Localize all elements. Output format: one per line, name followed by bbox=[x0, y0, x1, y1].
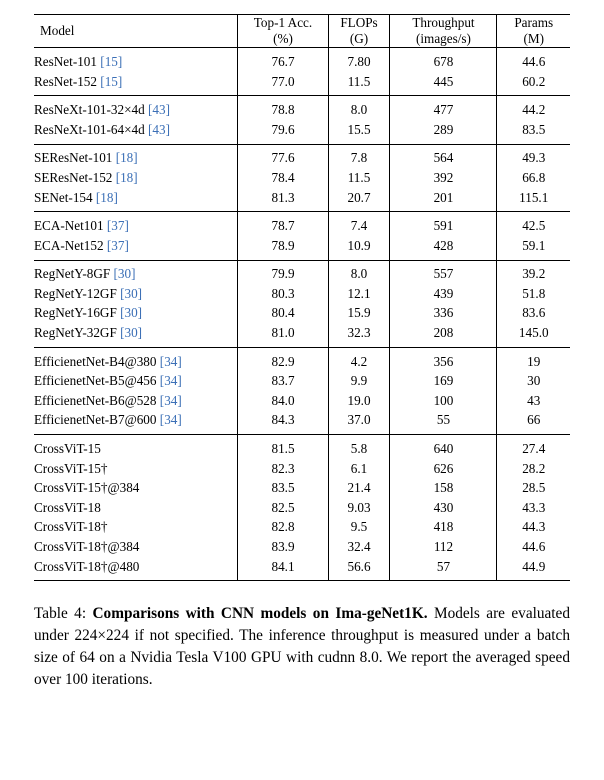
table-row bbox=[34, 347, 570, 371]
cell-top1: 79.9 bbox=[238, 260, 328, 284]
cell-params: 66.8 bbox=[497, 168, 570, 188]
table-row bbox=[34, 537, 570, 557]
cell-flops: 8.0 bbox=[328, 96, 390, 120]
cell-flops: 9.03 bbox=[328, 498, 390, 518]
citation-link[interactable]: [18] bbox=[112, 169, 138, 185]
cell-throughput: 430 bbox=[390, 498, 497, 518]
column-header-params-sub: (M) bbox=[523, 31, 544, 47]
caption-label: Table 4: bbox=[34, 605, 87, 623]
cell-model bbox=[34, 537, 238, 557]
cell-flops: 8.0 bbox=[328, 260, 390, 284]
model-name: RegNetY-8GF bbox=[34, 266, 111, 282]
cell-throughput: 57 bbox=[390, 557, 497, 581]
cell-flops: 20.7 bbox=[328, 188, 390, 212]
column-header-params bbox=[497, 15, 570, 48]
model-name: EfficienetNet-B7@600 bbox=[34, 412, 157, 428]
cell-top1: 80.4 bbox=[238, 304, 328, 324]
cell-top1: 81.5 bbox=[238, 435, 328, 459]
cell-params: 44.2 bbox=[497, 96, 570, 120]
cell-model bbox=[34, 188, 238, 212]
model-name: ResNet-101 bbox=[34, 53, 97, 69]
cell-throughput: 55 bbox=[390, 411, 497, 435]
column-header-throughput-sub: (images/s) bbox=[416, 31, 471, 47]
cell-throughput: 557 bbox=[390, 260, 497, 284]
table-row bbox=[34, 391, 570, 411]
citation-link[interactable]: [30] bbox=[116, 285, 143, 301]
cell-top1: 78.4 bbox=[238, 168, 328, 188]
model-name: RegNetY-12GF bbox=[34, 285, 117, 301]
table-row bbox=[34, 96, 570, 120]
cell-params: 44.9 bbox=[497, 557, 570, 581]
table-row bbox=[34, 168, 570, 188]
cell-flops: 11.5 bbox=[328, 72, 390, 96]
cell-throughput: 445 bbox=[390, 72, 497, 96]
cell-throughput: 640 bbox=[390, 435, 497, 459]
cell-top1: 81.0 bbox=[238, 323, 328, 347]
cell-params: 145.0 bbox=[497, 323, 570, 347]
column-header-top1-sub: (%) bbox=[273, 31, 293, 47]
cell-params: 51.8 bbox=[497, 284, 570, 304]
model-name: EfficienetNet-B6@528 bbox=[34, 392, 157, 408]
cell-params: 28.2 bbox=[497, 459, 570, 479]
cell-top1: 84.1 bbox=[238, 557, 328, 581]
cell-model bbox=[34, 478, 238, 498]
cell-top1: 79.6 bbox=[238, 120, 328, 144]
cell-params: 83.6 bbox=[497, 304, 570, 324]
cell-flops: 7.8 bbox=[328, 144, 390, 168]
citation-link[interactable]: [43] bbox=[144, 102, 171, 118]
model-name: SEResNet-101 bbox=[34, 150, 113, 166]
cell-throughput: 564 bbox=[390, 144, 497, 168]
cell-throughput: 477 bbox=[390, 96, 497, 120]
cell-throughput: 100 bbox=[390, 391, 497, 411]
table-row bbox=[34, 212, 570, 236]
model-name: ResNet-152 bbox=[34, 73, 97, 89]
citation-link[interactable]: [18] bbox=[92, 189, 118, 205]
cell-params: 43.3 bbox=[497, 498, 570, 518]
cell-top1: 77.0 bbox=[238, 72, 328, 96]
cell-flops: 7.80 bbox=[328, 48, 390, 72]
column-header-flops-sub: (G) bbox=[349, 31, 369, 47]
column-header-params-label: Params bbox=[514, 15, 554, 30]
cell-top1: 83.9 bbox=[238, 537, 328, 557]
citation-link[interactable]: [30] bbox=[110, 266, 136, 282]
cell-throughput: 208 bbox=[390, 323, 497, 347]
model-name: SENet-154 bbox=[34, 189, 93, 205]
cell-model bbox=[34, 304, 238, 324]
cell-flops: 10.9 bbox=[328, 236, 390, 260]
model-name: ECA-Net152 bbox=[34, 237, 104, 253]
cell-model bbox=[34, 48, 238, 72]
cell-throughput: 428 bbox=[390, 236, 497, 260]
model-name: CrossViT-18 bbox=[34, 499, 101, 515]
cell-throughput: 591 bbox=[390, 212, 497, 236]
cell-params: 59.1 bbox=[497, 236, 570, 260]
caption-body: Models are evaluated under 224×224 if not specified. The inference throughput is measured under a batch size of 64 on a Nvidia Tesla V100 GPU with cudnn 8.0. We report the averaged speed over 100 iterations. bbox=[34, 605, 570, 688]
cell-throughput: 289 bbox=[390, 120, 497, 144]
cell-top1: 80.3 bbox=[238, 284, 328, 304]
model-name: ECA-Net101 bbox=[34, 218, 104, 234]
table-row bbox=[34, 323, 570, 347]
cell-throughput: 392 bbox=[390, 168, 497, 188]
citation-link[interactable]: [34] bbox=[156, 353, 182, 369]
citation-link[interactable]: [34] bbox=[156, 392, 182, 408]
cell-params: 44.6 bbox=[497, 537, 570, 557]
cell-params: 115.1 bbox=[497, 188, 570, 212]
citation-link[interactable]: [30] bbox=[116, 325, 143, 341]
cell-throughput: 336 bbox=[390, 304, 497, 324]
table-row bbox=[34, 72, 570, 96]
table-row bbox=[34, 120, 570, 144]
table-row bbox=[34, 284, 570, 304]
model-name: CrossViT-18†@480 bbox=[34, 558, 140, 574]
table-row bbox=[34, 188, 570, 212]
model-name: CrossViT-15 bbox=[34, 441, 101, 457]
cell-flops: 5.8 bbox=[328, 435, 390, 459]
cell-flops: 15.5 bbox=[328, 120, 390, 144]
cell-top1: 82.9 bbox=[238, 347, 328, 371]
cell-flops: 32.3 bbox=[328, 323, 390, 347]
table-caption bbox=[34, 603, 570, 690]
table-body bbox=[34, 15, 570, 581]
cell-flops: 9.5 bbox=[328, 518, 390, 538]
cell-throughput: 158 bbox=[390, 478, 497, 498]
cell-params: 43 bbox=[497, 391, 570, 411]
cell-model bbox=[34, 391, 238, 411]
cell-params: 49.3 bbox=[497, 144, 570, 168]
cell-flops: 56.6 bbox=[328, 557, 390, 581]
table-row bbox=[34, 435, 570, 459]
cell-params: 27.4 bbox=[497, 435, 570, 459]
cell-params: 44.6 bbox=[497, 48, 570, 72]
table-header-row bbox=[34, 15, 570, 48]
model-name: ResNeXt-101-32×4d bbox=[34, 102, 145, 118]
citation-link[interactable]: [34] bbox=[156, 412, 182, 428]
cell-flops: 6.1 bbox=[328, 459, 390, 479]
table-row bbox=[34, 411, 570, 435]
cell-params: 42.5 bbox=[497, 212, 570, 236]
column-header-flops-label: FLOPs bbox=[340, 15, 378, 30]
cell-model bbox=[34, 518, 238, 538]
cell-model bbox=[34, 372, 238, 392]
cell-model bbox=[34, 72, 238, 96]
cell-params: 28.5 bbox=[497, 478, 570, 498]
cell-model bbox=[34, 435, 238, 459]
cell-top1: 84.3 bbox=[238, 411, 328, 435]
cell-top1: 82.5 bbox=[238, 498, 328, 518]
cell-top1: 84.0 bbox=[238, 391, 328, 411]
results-table bbox=[34, 14, 570, 581]
cell-flops: 32.4 bbox=[328, 537, 390, 557]
cell-model bbox=[34, 212, 238, 236]
column-header-top1 bbox=[238, 15, 328, 48]
model-name: RegNetY-16GF bbox=[34, 305, 117, 321]
cell-flops: 9.9 bbox=[328, 372, 390, 392]
cell-flops: 12.1 bbox=[328, 284, 390, 304]
cell-model bbox=[34, 144, 238, 168]
table-row bbox=[34, 304, 570, 324]
table-row bbox=[34, 260, 570, 284]
citation-link[interactable]: [15] bbox=[97, 73, 123, 89]
table-row bbox=[34, 144, 570, 168]
table-row bbox=[34, 557, 570, 581]
cell-params: 60.2 bbox=[497, 72, 570, 96]
cell-params: 83.5 bbox=[497, 120, 570, 144]
cell-top1: 83.7 bbox=[238, 372, 328, 392]
cell-params: 44.3 bbox=[497, 518, 570, 538]
cell-model bbox=[34, 459, 238, 479]
cell-flops: 4.2 bbox=[328, 347, 390, 371]
cell-top1: 78.7 bbox=[238, 212, 328, 236]
table-row bbox=[34, 236, 570, 260]
citation-link[interactable]: [15] bbox=[97, 53, 123, 69]
model-name: RegNetY-32GF bbox=[34, 325, 117, 341]
cell-model bbox=[34, 260, 238, 284]
cell-model bbox=[34, 323, 238, 347]
cell-params: 30 bbox=[497, 372, 570, 392]
cell-top1: 77.6 bbox=[238, 144, 328, 168]
model-name: SEResNet-152 bbox=[34, 169, 113, 185]
cell-top1: 82.3 bbox=[238, 459, 328, 479]
cell-model bbox=[34, 120, 238, 144]
cell-throughput: 678 bbox=[390, 48, 497, 72]
cell-throughput: 626 bbox=[390, 459, 497, 479]
table-row bbox=[34, 498, 570, 518]
table-row bbox=[34, 478, 570, 498]
table-row bbox=[34, 459, 570, 479]
cell-throughput: 169 bbox=[390, 372, 497, 392]
cell-top1: 76.7 bbox=[238, 48, 328, 72]
column-header-model: Model bbox=[34, 15, 238, 48]
cell-throughput: 356 bbox=[390, 347, 497, 371]
cell-model bbox=[34, 96, 238, 120]
cell-model bbox=[34, 411, 238, 435]
cell-model bbox=[34, 498, 238, 518]
cell-throughput: 418 bbox=[390, 518, 497, 538]
column-header-throughput-label: Throughput bbox=[412, 15, 475, 30]
cell-model bbox=[34, 284, 238, 304]
cell-model bbox=[34, 557, 238, 581]
caption-title: Comparisons with CNN models on Ima-geNet1K. bbox=[92, 605, 428, 623]
citation-link[interactable]: [37] bbox=[103, 218, 129, 234]
table-row bbox=[34, 372, 570, 392]
cell-flops: 7.4 bbox=[328, 212, 390, 236]
cell-flops: 21.4 bbox=[328, 478, 390, 498]
citation-link[interactable]: [18] bbox=[112, 150, 138, 166]
model-name: CrossViT-15† bbox=[34, 460, 108, 476]
citation-link[interactable]: [37] bbox=[103, 237, 129, 253]
cell-throughput: 201 bbox=[390, 188, 497, 212]
cell-throughput: 112 bbox=[390, 537, 497, 557]
cell-model bbox=[34, 236, 238, 260]
cell-top1: 82.8 bbox=[238, 518, 328, 538]
column-header-throughput bbox=[390, 15, 497, 48]
cell-model bbox=[34, 347, 238, 371]
cell-params: 66 bbox=[497, 411, 570, 435]
cell-flops: 15.9 bbox=[328, 304, 390, 324]
cell-top1: 81.3 bbox=[238, 188, 328, 212]
cell-top1: 78.8 bbox=[238, 96, 328, 120]
citation-link[interactable]: [43] bbox=[144, 121, 171, 137]
column-header-top1-label: Top-1 Acc. bbox=[253, 15, 313, 30]
cell-params: 19 bbox=[497, 347, 570, 371]
cell-throughput: 439 bbox=[390, 284, 497, 304]
table-row bbox=[34, 518, 570, 538]
cell-top1: 83.5 bbox=[238, 478, 328, 498]
model-name: EfficienetNet-B5@456 bbox=[34, 373, 157, 389]
cell-model bbox=[34, 168, 238, 188]
column-header-flops bbox=[328, 15, 390, 48]
cell-params: 39.2 bbox=[497, 260, 570, 284]
table-row bbox=[34, 48, 570, 72]
model-name: CrossViT-15†@384 bbox=[34, 480, 140, 496]
cell-flops: 37.0 bbox=[328, 411, 390, 435]
cell-flops: 19.0 bbox=[328, 391, 390, 411]
model-name: ResNeXt-101-64×4d bbox=[34, 121, 145, 137]
citation-link[interactable]: [34] bbox=[156, 373, 182, 389]
model-name: CrossViT-18†@384 bbox=[34, 539, 140, 554]
cell-flops: 11.5 bbox=[328, 168, 390, 188]
model-name: EfficienetNet-B4@380 bbox=[34, 353, 157, 369]
model-name: CrossViT-18† bbox=[34, 519, 108, 535]
cell-top1: 78.9 bbox=[238, 236, 328, 260]
citation-link[interactable]: [30] bbox=[116, 305, 143, 321]
